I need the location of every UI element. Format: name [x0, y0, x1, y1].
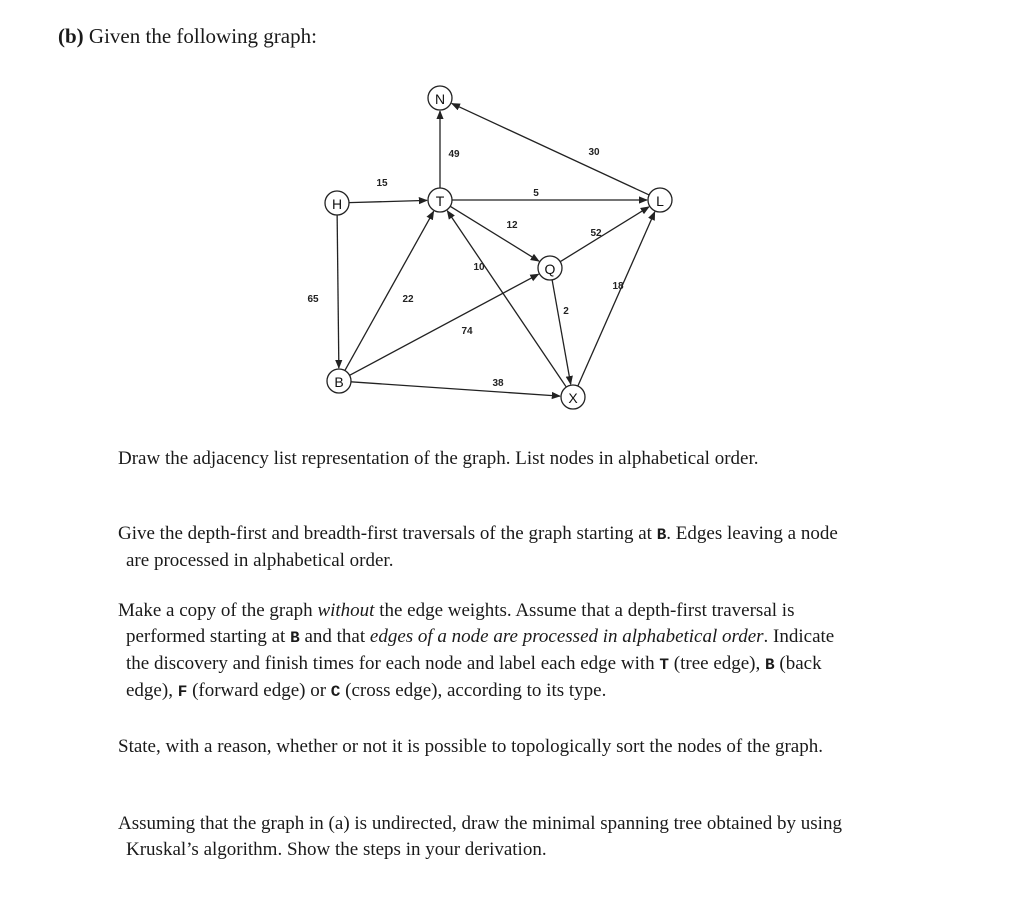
- node-label: H: [331, 196, 343, 212]
- code-tree-edge: T: [659, 656, 670, 674]
- edge-weight-q-l: 52: [590, 228, 602, 239]
- edge-h-t: [349, 200, 427, 202]
- node-label: B: [334, 374, 344, 390]
- code-cross-edge: C: [330, 683, 341, 701]
- question-topological-sort: State, with a reason, whether or not it is possible to topologically sort the nodes of the graph.: [118, 736, 823, 757]
- node-label: Q: [544, 261, 556, 277]
- code-forward-edge: F: [177, 683, 188, 701]
- graph-edges: [337, 103, 655, 396]
- node-label: N: [434, 91, 446, 107]
- edge-weight-x-l: 18: [612, 281, 624, 292]
- node-l: [648, 188, 672, 212]
- question-kruskal-mst: Assuming that the graph in (a) is undirected, draw the minimal spanning tree obtained by using Kruskal’s algorithm. Show the steps in your derivation.: [118, 813, 842, 860]
- edge-q-l: [560, 207, 649, 262]
- node-q: [538, 256, 562, 280]
- edge-weight-l-n: 30: [588, 147, 600, 158]
- edge-weight-t-q: 12: [506, 220, 518, 231]
- edge-b-q: [350, 274, 539, 375]
- node-t: [428, 188, 452, 212]
- node-h: [325, 191, 349, 215]
- edge-weight-b-q: 74: [461, 326, 473, 337]
- node-label: X: [568, 390, 578, 406]
- question-heading-text: Given the following graph:: [88, 24, 317, 48]
- edge-weight-q-x: 2: [563, 306, 569, 317]
- node-label: L: [656, 193, 664, 209]
- question-adjacency-list: Draw the adjacency list representation of the graph. List nodes in alphabetical order.: [118, 448, 759, 469]
- code-back-edge: B: [765, 656, 775, 674]
- edge-h-b: [337, 215, 339, 368]
- edge-l-n: [452, 103, 649, 194]
- question-part-label: (b): [58, 24, 84, 48]
- node-label: T: [435, 193, 445, 209]
- edge-weight-b-x: 38: [492, 378, 504, 389]
- edge-weight-t-n: 49: [448, 149, 460, 160]
- question-traversals: Give the depth-first and breadth-first traversals of the graph starting at B. Edges leaving a node are processed in alphabetical order.: [118, 523, 838, 571]
- question-dfs-edge-classification: Make a copy of the graph without the edge weights. Assume that a depth-first traversal is performed starting at B and that edges of a node are processed in alphabetical order. Indicate the discovery and finish times for each node and label each edge with T (tree edge), B (back edge), F (forward edge) or C (cross edge), according to its type.: [118, 600, 835, 701]
- edge-weight-b-t: 22: [402, 294, 414, 305]
- edge-x-t: [447, 211, 566, 387]
- code-node-b: B: [290, 629, 300, 647]
- edge-weight-t-l: 5: [533, 188, 539, 199]
- edge-q-x: [552, 280, 571, 384]
- edge-b-t: [345, 211, 434, 370]
- node-x: [561, 385, 585, 409]
- node-n: [428, 86, 452, 110]
- edge-weight-h-t: 15: [376, 178, 388, 189]
- edge-b-x: [351, 382, 560, 396]
- node-b: [327, 369, 351, 393]
- edge-x-l: [578, 212, 655, 386]
- code-node-b: B: [656, 526, 667, 544]
- edge-weight-x-t: 10: [473, 262, 485, 273]
- edge-weight-h-b: 65: [307, 294, 319, 305]
